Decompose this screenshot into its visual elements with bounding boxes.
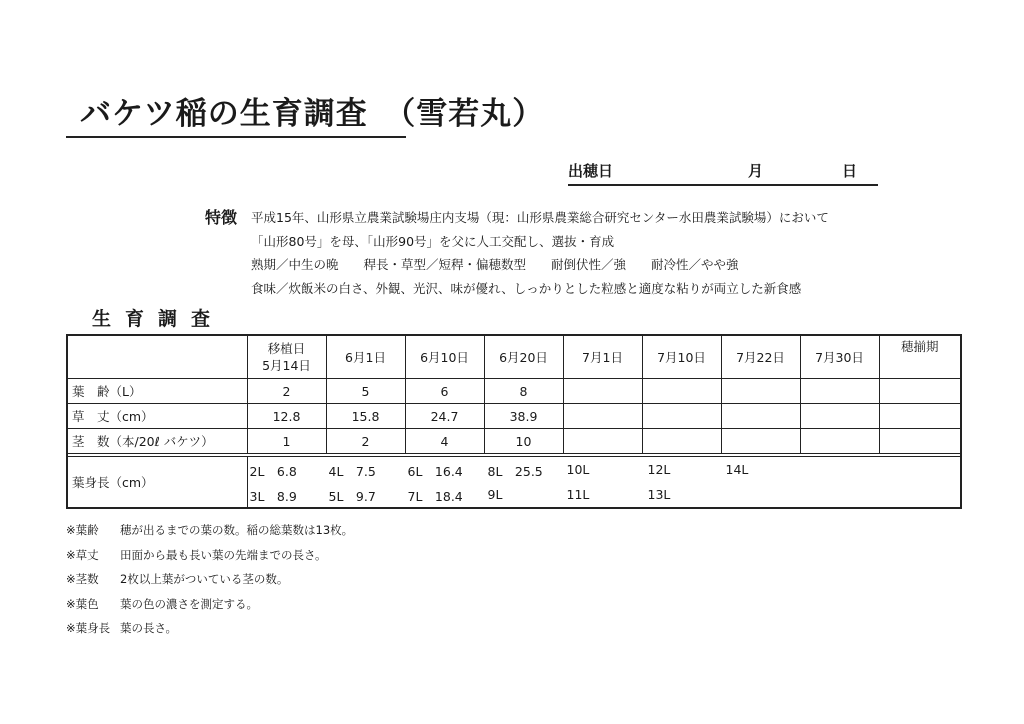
column-header-line: 移植日 [267, 341, 306, 356]
table-cell: 38.9 [484, 404, 563, 429]
table-cell [642, 379, 721, 404]
note-description: 葉の色の濃さを測定する。 [120, 596, 258, 611]
table-cell: 5 [326, 379, 405, 404]
table-cell [563, 379, 642, 404]
leaf-length-cell [247, 457, 961, 509]
leaf-length-entry: 6L 16.4 [407, 464, 463, 479]
table-cell: 2 [247, 379, 326, 404]
features-line: 「山形80号」を母、「山形90号」を父に人工交配し、選抜・育成 [251, 233, 615, 249]
note-description: 田面から最も長い葉の先端までの長さ。 [120, 547, 327, 562]
table-cell [721, 404, 800, 429]
table-cell [800, 379, 879, 404]
table-cell [721, 379, 800, 404]
table-cell [879, 404, 961, 429]
leaf-length-entry: 11L [566, 487, 590, 502]
features-label: 特徴 [205, 208, 238, 227]
leaf-length-entry: 9L [487, 487, 503, 502]
column-header: 7月30日 [800, 335, 879, 379]
column-header [247, 335, 326, 379]
row-label: 葉身長（cm） [67, 457, 247, 509]
column-header: 6月10日 [405, 335, 484, 379]
table-cell: 15.8 [326, 404, 405, 429]
row-label: 草 丈（cm） [67, 404, 247, 429]
table-header-corner [67, 335, 247, 379]
table-row [67, 379, 961, 404]
table-cell: 10 [484, 429, 563, 454]
table-row [67, 429, 961, 454]
leaf-length-entry: 7L 18.4 [407, 489, 463, 504]
row-label: 葉 齢（L） [67, 379, 247, 404]
table-cell [642, 429, 721, 454]
leaf-length-entry: 10L [566, 462, 590, 477]
note-term: ※草丈 [66, 547, 99, 562]
section-title: 生育調査 [92, 308, 225, 330]
note-description: 2枚以上葉がついている茎の数。 [120, 572, 289, 586]
table-cell [800, 404, 879, 429]
leaf-length-entry: 14L [725, 462, 749, 477]
note-description: 穂が出るまでの葉の数。稲の総葉数は13枚。 [120, 523, 354, 537]
note-description: 葉の長さ。 [120, 621, 178, 635]
leaf-length-entry: 5L 9.7 [328, 489, 376, 504]
heading-date-month: 月 [748, 162, 764, 180]
heading-date-day: 日 [842, 162, 858, 180]
table-cell [879, 379, 961, 404]
column-header: 穂揃期 [879, 335, 961, 379]
table-cell: 12.8 [247, 404, 326, 429]
leaf-length-entry: 8L 25.5 [487, 464, 543, 479]
title-underline [66, 136, 406, 138]
column-header-line: 5月14日 [262, 358, 311, 373]
table-cell [721, 429, 800, 454]
leaf-length-row [67, 457, 961, 509]
leaf-length-entry: 3L 8.9 [249, 489, 297, 504]
leaf-length-entry: 4L 7.5 [328, 464, 376, 479]
table-row [67, 404, 961, 429]
column-header: 7月10日 [642, 335, 721, 379]
table-cell: 6 [405, 379, 484, 404]
table-cell [800, 429, 879, 454]
note-term: ※葉齢 [66, 523, 99, 537]
page-title: バケツ稲の生育調査 （雪若丸） [80, 96, 545, 132]
features-line: 熟期／中生の晩 稈長・草型／短稈・偏穂数型 耐倒伏性／強 耐冷性／やや強 [251, 257, 739, 272]
table-header-row [67, 335, 961, 379]
leaf-length-entry: 2L 6.8 [249, 464, 297, 479]
features-line: 平成15年、山形県立農業試験場庄内支場（現：山形県農業総合研究センター水田農業試験場）において [251, 210, 829, 225]
table-cell [563, 404, 642, 429]
table-cell: 24.7 [405, 404, 484, 429]
leaf-length-entry: 12L [647, 462, 671, 477]
table-cell: 4 [405, 429, 484, 454]
note-term: ※茎数 [66, 572, 99, 586]
column-header: 7月1日 [563, 335, 642, 379]
leaf-length-entry: 13L [647, 487, 671, 502]
features-line: 食味／炊飯米の白さ、外観、光沢、味が優れ、しっかりとした粒感と適度な粘りが両立した新食感 [251, 280, 802, 296]
column-header: 6月20日 [484, 335, 563, 379]
heading-date-line [568, 158, 878, 186]
features-lines [251, 206, 941, 300]
heading-date-label: 出穂日 [568, 162, 614, 180]
table-cell: 1 [247, 429, 326, 454]
note-term: ※葉色 [66, 596, 99, 611]
table-cell [879, 429, 961, 454]
column-header: 6月1日 [326, 335, 405, 379]
growth-survey-table [66, 334, 962, 509]
table-cell [563, 429, 642, 454]
note-term: ※葉身長 [66, 621, 111, 635]
row-label: 茎 数（本/20ℓ バケツ） [67, 429, 247, 454]
table-cell: 2 [326, 429, 405, 454]
table-cell [642, 404, 721, 429]
table-cell: 8 [484, 379, 563, 404]
column-header: 7月22日 [721, 335, 800, 379]
